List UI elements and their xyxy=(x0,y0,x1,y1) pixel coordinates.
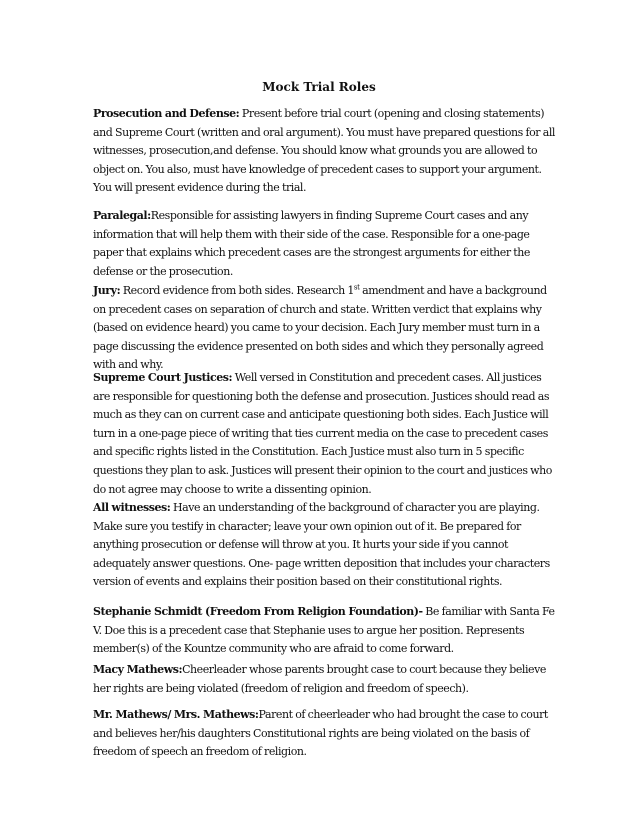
section-heading: All witnesses: xyxy=(93,501,171,514)
section-heading: Paralegal: xyxy=(93,209,151,222)
section-heading: Macy Mathews: xyxy=(93,663,183,676)
section-body: Record evidence from both sides. Research 1 xyxy=(120,284,354,297)
section-mr-mrs-mathews xyxy=(93,706,555,762)
section-body-continued: amendment and have a background on precedent cases on separation of church and state. Written verdict that explains why (based on evidence heard) you came to your decision. Each Jury member must turn in a page discussing the evidence presented on both sides and which they personally agreed with and why. xyxy=(93,284,547,372)
section-heading: Stephanie Schmidt (Freedom From Religion Foundation)- xyxy=(93,605,423,618)
section-heading: Supreme Court Justices: xyxy=(93,371,233,384)
section-heading: Prosecution and Defense: xyxy=(93,107,240,120)
section-body: Cheerleader whose parents brought case to court because they believe her rights are being violated (freedom of religion and freedom of speech). xyxy=(93,663,546,695)
section-body: Present before trial court (opening and closing statements) and Supreme Court (written and oral argument). You must have prepared questions for all witnesses, prosecution,and defense. You should know what grounds you are allowed to object on. You also, must have knowledge of precedent cases to support your argument. You will present evidence during the trial. xyxy=(93,107,555,195)
section-prosecution-defense xyxy=(93,105,555,198)
section-body: Well versed in Constitution and precedent cases. All justices are responsible for questioning both the defense and prosecution. Justices should read as much as they can on current case and anticipate questioning both sides. Each Justice will turn in a one-page piece of writing that ties current media on the case to precedent cases and specific rights listed in the Constitution. Each Justice must also turn in 5 specific questions they plan to ask. Justices will present their opinion to the court and justices who do not agree may choose to write a dissenting opinion. xyxy=(93,371,552,496)
section-body: Have an understanding of the background of character you are playing. Make sure you testify in character; leave your own opinion out of it. Be prepared for anything prosecution or defense will throw at you. It hurts your side if you cannot adequately answer questions. One- page written deposition that includes your characters version of events and explains their position based on their constitutional rights. xyxy=(93,501,550,589)
section-stephanie-schmidt xyxy=(93,603,555,659)
section-heading: Mr. Mathews/ Mrs. Mathews: xyxy=(93,708,259,721)
section-body: Parent of cheerleader who had brought the case to court and believes her/his daughters Constitutional rights are being violated on the basis of freedom of speech an freedom of religion. xyxy=(93,708,548,759)
section-heading: Jury: xyxy=(93,284,121,297)
section-all-witnesses xyxy=(93,499,555,592)
section-supreme-court-justices xyxy=(93,369,555,499)
section-body: Responsible for assisting lawyers in finding Supreme Court cases and any information that will help them with their side of the case. Responsible for a one-page paper that explains which precedent cases are the strongest arguments for either the defense or the prosecution. xyxy=(93,209,530,278)
section-paralegal xyxy=(93,207,555,281)
section-body: Be familiar with Santa Fe V. Doe this is a precedent case that Stephanie uses to argue her position. Represents member(s) of the Kountze community who are afraid to come forward. xyxy=(93,605,555,656)
ordinal-suffix: st xyxy=(353,283,360,292)
section-jury xyxy=(93,282,555,375)
section-macy-mathews xyxy=(93,661,555,698)
document-title: Mock Trial Roles xyxy=(262,80,376,94)
